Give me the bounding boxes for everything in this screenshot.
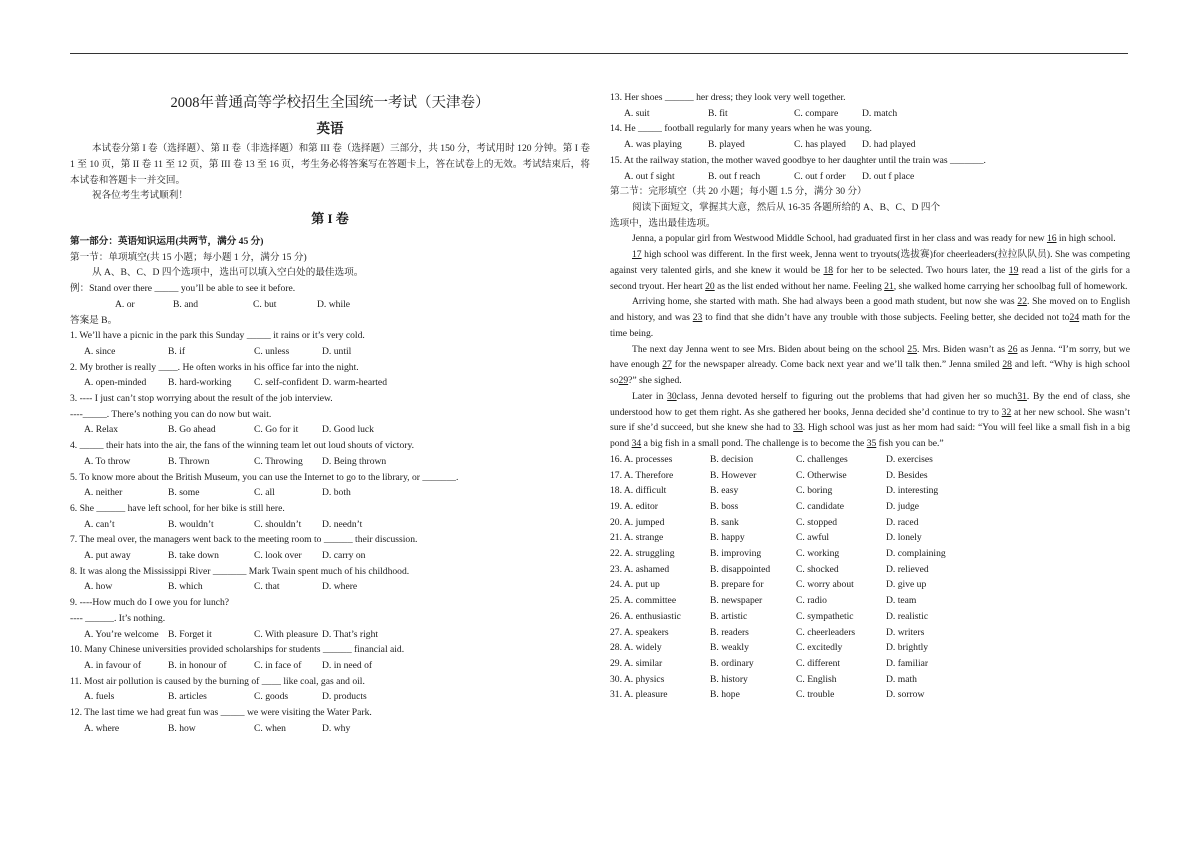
cloze-option-row [610,687,1130,703]
question-stem: 1. We’ll have a picnic in the park this Sunday _____ it rains or it’s very cold. [70,330,365,342]
option: C. sympathetic [796,610,854,622]
option: D. products [322,691,367,703]
question-list-right [610,90,1130,184]
blank-23: 23 [692,312,703,324]
blank-22: 22 [1017,296,1027,308]
option: 19. A. editor [610,500,658,512]
question-reply: ---- ______. It’s nothing. [70,612,166,624]
option: C. stopped [796,516,838,528]
option: A. was playing [624,139,682,151]
cloze-option-row [610,562,1130,578]
cloze-option-row [610,452,1130,468]
option: 27. A. speakers [610,626,669,638]
sec2-instruction-cont: 选项中，选出最佳选项。 [610,217,716,229]
question-options [70,627,590,643]
option: C. in face of [254,659,302,671]
option: A. To throw [84,455,131,467]
passage-paragraph-4: The next day Jenna went to see Mrs. Biden about being on the school 25. Mrs. Biden wasn’t as 26 as Jenna. “I’m sorry, but we have enough 27 for the newspaper already. Come back next year and we’ll talk then.” Jenna smiled 28 and left. “Why is high school so29?” she sighed. [610,343,1130,387]
option: C. all [254,487,275,499]
cloze-option-row [610,530,1130,546]
option: D. Good luck [322,424,374,436]
question-options [70,454,590,470]
option: B. easy [710,485,739,497]
option: C. shocked [796,563,839,575]
option: A. can’t [84,518,115,530]
option: C. cheerleaders [796,626,856,638]
question-options [70,721,590,737]
intro-wish: 祝各位考生考试顺利！ [92,190,188,202]
cloze-option-row [610,609,1130,625]
blank-20: 20 [705,280,715,292]
option: 16. A. processes [610,453,673,465]
option: C. working [796,548,840,560]
question-stem: 2. My brother is really ____. He often works in his office far into the night. [70,361,359,373]
option: B. in honour of [168,659,227,671]
cloze-option-row [610,468,1130,484]
sec1-instruction: 从 A、B、C、D 四个选项中，选出可以填入空白处的最佳选项。 [92,267,364,279]
option: D. exercises [886,453,933,465]
option: C. excitedly [796,642,843,654]
option: C. worry about [796,579,854,591]
option: 21. A. strange [610,532,664,544]
sec2-instruction: 阅读下面短文，掌握其大意，然后从 16-35 各题所给的 A、B、C、D 四个 [632,201,941,213]
option: C. radio [796,595,827,607]
cloze-option-row [610,656,1130,672]
question-stem: 12. The last time we had great fun was _____ we were visiting the Water Park. [70,707,372,719]
question-stem: 3. ---- I just can’t stop worrying about the result of the job interview. [70,393,333,405]
option: D. in need of [322,659,373,671]
option: 30. A. physics [610,673,665,685]
option: D. sorrow [886,689,925,701]
option: D. relieved [886,563,929,575]
section-title: 第 I 卷 [311,211,349,226]
question-stem: 8. It was along the Mississippi River _______ Mark Twain spent much of his childhood. [70,565,410,577]
option: 17. A. Therefore [610,469,674,481]
option: B. boss [710,500,739,512]
option: D. both [322,487,351,499]
blank-32: 32 [1001,406,1012,418]
question-stem: 10. Many Chinese universities provided scholarships for students ______ financial aid. [70,644,405,656]
option: 20. A. jumped [610,516,665,528]
cloze-option-list [610,452,1130,703]
option: A. how [84,581,113,593]
option: 24. A. put up [610,579,660,591]
question-options [70,689,590,705]
option: D. where [322,581,358,593]
option: D. brightly [886,642,929,654]
option: B. readers [710,626,749,638]
question-options [70,422,590,438]
option: C. candidate [796,500,844,512]
option: A. open-minded [84,377,147,389]
cloze-option-row [610,640,1130,656]
question-stem: 13. Her shoes ______ her dress; they look very well together. [610,92,846,103]
sec1-heading: 第一节：单项填空(共 15 小题；每小题 1 分，满分 15 分) [70,251,307,263]
option: B. and [173,298,199,310]
blank-35: 35 [866,438,877,450]
option: C. English [796,673,837,685]
option: A. out f sight [624,170,675,182]
option: B. how [168,722,196,734]
question-stem: 5. To know more about the British Museum, you can use the Internet to go to the library, or _______. [70,471,459,483]
option: B. some [168,487,200,499]
option: D. familiar [886,657,929,669]
option: D. warm-hearted [322,377,387,389]
question-stem: 9. ----How much do I owe you for lunch? [70,597,230,609]
question-options [610,137,1130,153]
blank-29: 29 [618,375,629,387]
option: D. carry on [322,550,366,562]
left-column [70,90,590,737]
option: C. that [254,581,280,593]
cloze-option-row [610,546,1130,562]
option: A. put away [84,550,131,562]
question-options [70,517,590,533]
option: B. wouldn’t [168,518,214,530]
option: D. writers [886,626,925,638]
option: D. complaining [886,548,946,560]
blank-26: 26 [1007,343,1018,355]
question-stem: 14. He _____ football regularly for many years when he was young. [610,123,872,135]
blank-19: 19 [1008,264,1019,276]
question-options [70,658,590,674]
option: C. shouldn’t [254,518,302,530]
option: D. match [862,107,898,119]
blank-21: 21 [884,280,894,292]
option: C. Otherwise [796,469,847,481]
option: A. where [84,722,120,734]
option: B. Forget it [168,628,212,640]
option: 22. A. struggling [610,548,675,560]
option: C. different [796,657,841,669]
option: A. or [115,298,135,310]
blank-31: 31 [1017,390,1027,402]
option: D. team [886,595,917,607]
option: D. needn’t [322,518,363,530]
passage-paragraph-5: Later in 30class, Jenna devoted herself to figuring out the problems that had given her so much31. By the end of class, she understood how to get them right. As she gathered her books, Jenna decided she’d continue to try to 32 at her new school. She wasn’t sure if she’d succeed, but she knew she had to 33. High school was just as her mom had said: “You will feel like a small fish in a big pond 34 a big fish in a small pond. The challenge is to become the 35 fish you can be.” [610,390,1130,450]
cloze-option-row [610,499,1130,515]
option: 28. A. widely [610,642,662,654]
question-options [70,344,590,360]
option: C. boring [796,485,833,497]
option: D. realistic [886,610,929,622]
top-rule [70,53,1128,54]
option: B. newspaper [710,595,763,607]
question-options [70,375,590,391]
option: B. prepare for [710,579,764,591]
option: 31. A. pleasure [610,689,668,701]
cloze-option-row [610,515,1130,531]
option: 18. A. difficult [610,485,667,497]
option: A. neither [84,487,123,499]
option: B. happy [710,532,745,544]
intro-paragraph: 本试卷分第 I 卷（选择题）、第 II 卷（非选择题）和第 III 卷（选择题）三部分，共 150 分，考试用时 120 分钟。第 I 卷 1 至 10 页，第 II 卷 11 至 12 页，第 III 卷 13 至 16 页，考生务必将答案写在答题卡上，答在试卷上的无效。考试结束后，将本试卷和答题卡一并交回。 [70,143,590,186]
passage-paragraph-3: Arriving home, she started with math. She had always been a good math student, but now she was 22. She moved on to English and history, and was 23 to find that she didn’t have any trouble with those subjects. Feeling better, she decided not to24 math for the time being. [610,296,1130,339]
blank-27: 27 [662,359,672,371]
option: B. hard-working [168,377,232,389]
blank-16: 16 [1046,233,1057,245]
option: C. awful [796,532,830,544]
blank-30: 30 [667,390,677,402]
subject-title: 英语 [316,121,344,136]
question-options [610,106,1130,122]
option: C. look over [254,550,302,562]
blank-28: 28 [1002,359,1012,371]
option: D. math [886,673,917,685]
option: B. sank [710,516,739,528]
option: D. judge [886,500,920,512]
option: D. Being thrown [322,455,387,467]
option: C. self-confident [254,377,319,389]
question-stem: 4. _____ their hats into the air, the fans of the winning team let out loud shouts of victory. [70,440,415,452]
option: D. why [322,722,351,734]
question-stem: 7. The meal over, the managers went back to the meeting room to ______ their discussion. [70,534,418,546]
option: B. improving [710,548,762,560]
question-list-left [70,328,590,736]
option: D. out f place [862,170,915,182]
cloze-option-row [610,672,1130,688]
question-reply: ----_____. There’s nothing you can do now but wait. [70,408,272,420]
option: C. With pleasure [254,628,319,640]
option: B. hope [710,689,740,701]
option: 23. A. ashamed [610,563,670,575]
option: B. if [168,345,186,357]
example-options [70,297,590,313]
option: A. Relax [84,424,119,436]
option: C. compare [794,107,839,119]
option: C. trouble [796,689,835,701]
option: A. You’re welcome [84,628,159,640]
question-stem: 15. At the railway station, the mother waved goodbye to her daughter until the train was _______. [610,154,986,166]
option: C. has played [794,139,846,151]
option: D. raced [886,516,919,528]
option: A. fuels [84,691,115,703]
blank-33: 33 [793,422,803,434]
question-options [70,548,590,564]
blank-25: 25 [907,343,917,355]
cloze-option-row [610,625,1130,641]
option: 26. A. enthusiastic [610,610,681,622]
option: D. interesting [886,485,939,497]
blank-17: 17 [632,249,642,261]
cloze-option-row [610,593,1130,609]
option: B. which [168,581,203,593]
option: D. give up [886,579,927,591]
option: D. had played [862,139,916,151]
question-options [610,169,1130,185]
option: B. played [708,139,745,151]
option: B. weakly [710,642,749,654]
option: B. Go ahead [168,424,216,436]
part1-heading: 第一部分：英语知识运用(共两节，满分 45 分) [70,236,264,247]
option: B. disappointed [710,563,771,575]
option: B. articles [168,691,207,703]
option: D. until [322,345,352,357]
option: B. artistic [710,610,748,622]
cloze-option-row [610,577,1130,593]
option: B. ordinary [710,657,754,669]
example-answer: 答案是 B。 [70,314,118,326]
option: D. Besides [886,469,928,481]
option: D. while [317,298,351,310]
option: D. That’s right [322,628,379,640]
question-stem: 6. She ______ have left school, for her bike is still here. [70,502,285,514]
option: B. out f reach [708,170,761,182]
option: C. Throwing [254,455,303,467]
option: C. when [254,722,286,734]
option: 29. A. similar [610,657,663,669]
option: B. take down [168,550,219,562]
blank-34: 34 [631,438,642,450]
option: C. goods [254,691,289,703]
option: A. since [84,345,116,357]
option: A. suit [624,107,650,119]
option: B. decision [710,453,754,465]
option: A. in favour of [84,659,142,671]
page-title: 2008年普通高等学校招生全国统一考试（天津卷） [170,95,490,111]
option: C. Go for it [254,424,299,436]
option: C. out f order [794,170,846,182]
passage-paragraph-2: 17 high school was different. In the first week, Jenna went to tryouts(选拔赛)for cheerleaders(拉拉队队员). She was competing against very talented girls, and she knew it would be 18 for her to be selected. Two hours later, the 19 read a list of the girls for a second tryout. Her heart 20 as the list ended without her name. Feeling 21, she walked home carrying her schoolbag full of homework. [610,249,1130,292]
question-stem: 11. Most air pollution is caused by the burning of ____ like coal, gas and oil. [70,675,365,687]
option: 25. A. committee [610,595,677,607]
option: D. lonely [886,532,922,544]
cloze-option-row [610,483,1130,499]
blank-24: 24 [1069,312,1080,324]
option: B. fit [708,107,728,119]
option: C. challenges [796,453,848,465]
passage-paragraph-1: Jenna, a popular girl from Westwood Middle School, had graduated first in her class and was ready for new 16 in high school. [632,233,1116,245]
option: C. but [253,298,277,310]
option: B. history [710,673,748,685]
example-question: 例：Stand over there _____ you’ll be able to see it before. [70,283,296,295]
sec2-heading: 第二节：完形填空（共 20 小题；每小题 1.5 分，满分 30 分） [610,186,867,198]
option: B. Thrown [168,455,210,467]
question-options [70,579,590,595]
question-options [70,485,590,501]
blank-18: 18 [823,264,834,276]
right-column [610,90,1130,703]
option: B. However [710,469,757,481]
option: C. unless [254,345,290,357]
